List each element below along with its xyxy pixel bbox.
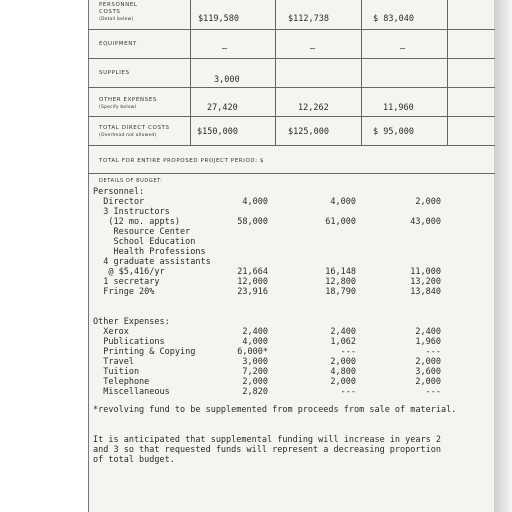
funding-paragraph-line2: and 3 so that requested funds will represent a decreasing proportion bbox=[93, 445, 441, 455]
other-value-year2: 2,400 bbox=[330, 327, 356, 337]
personnel-value-year3: 43,000 bbox=[410, 217, 441, 227]
row-label-equipment: EQUIPMENT bbox=[99, 41, 137, 47]
other-year2: 12,262 bbox=[298, 103, 329, 113]
other-value-year2: 2,000 bbox=[330, 377, 356, 387]
row-label-supplies: SUPPLIES bbox=[99, 70, 130, 76]
table-rule bbox=[88, 116, 495, 117]
personnel-year1: $119,580 bbox=[198, 14, 239, 24]
other-value-year3: 2,000 bbox=[415, 357, 441, 367]
total-direct-year3: $ 95,000 bbox=[373, 127, 414, 137]
personnel-label: @ $5,416/yr bbox=[93, 267, 165, 277]
other-label: Telephone bbox=[93, 377, 150, 387]
other-value-year3: 3,600 bbox=[415, 367, 441, 377]
other-value-year1: 2,820 bbox=[242, 387, 268, 397]
equipment-year1: – bbox=[222, 44, 228, 54]
personnel-value-year2: 16,148 bbox=[325, 267, 356, 277]
other-value-year3: 1,960 bbox=[415, 337, 441, 347]
personnel-value-year1: 12,000 bbox=[237, 277, 268, 287]
other-value-year2: --- bbox=[340, 387, 356, 397]
supplies-year1: 3,000 bbox=[214, 75, 240, 85]
other-expenses-heading: Other Expenses: bbox=[93, 317, 170, 327]
personnel-value-year3: 13,200 bbox=[410, 277, 441, 287]
table-rule bbox=[88, 87, 495, 88]
other-value-year1: 2,000 bbox=[242, 377, 268, 387]
other-value-year3: --- bbox=[425, 387, 441, 397]
row-label-other-expenses: OTHER EXPENSES (Specify below) bbox=[99, 97, 157, 110]
other-label: Miscellaneous bbox=[93, 387, 170, 397]
personnel-label: Health Professions bbox=[93, 247, 206, 257]
personnel-label: (12 mo. appts) bbox=[93, 217, 180, 227]
column-rule bbox=[447, 0, 448, 145]
other-year1: 27,420 bbox=[207, 103, 238, 113]
personnel-value-year1: 58,000 bbox=[237, 217, 268, 227]
personnel-value-year1: 23,916 bbox=[237, 287, 268, 297]
personnel-value-year2: 12,800 bbox=[325, 277, 356, 287]
other-value-year1: 3,000 bbox=[242, 357, 268, 367]
table-rule bbox=[88, 173, 495, 174]
other-year3: 11,960 bbox=[383, 103, 414, 113]
column-rule bbox=[361, 0, 362, 145]
personnel-year2: $112,738 bbox=[288, 14, 329, 24]
equipment-year3: – bbox=[400, 44, 406, 54]
other-value-year1: 2,400 bbox=[242, 327, 268, 337]
other-label: Publications bbox=[93, 337, 165, 347]
other-value-year2: 1,062 bbox=[330, 337, 356, 347]
table-rule bbox=[88, 145, 495, 146]
other-value-year1: 7,200 bbox=[242, 367, 268, 377]
total-direct-year2: $125,000 bbox=[288, 127, 329, 137]
personnel-label: School Education bbox=[93, 237, 196, 247]
personnel-value-year2: 61,000 bbox=[325, 217, 356, 227]
personnel-value-year3: 2,000 bbox=[415, 197, 441, 207]
column-rule bbox=[190, 0, 191, 145]
column-rule bbox=[275, 0, 276, 145]
personnel-value-year2: 18,790 bbox=[325, 287, 356, 297]
personnel-value-year3: 11,000 bbox=[410, 267, 441, 277]
other-value-year3: 2,000 bbox=[415, 377, 441, 387]
revolving-fund-footnote: *revolving fund to be supplemented from proceeds from sale of material. bbox=[93, 405, 457, 415]
funding-paragraph-line3: of total budget. bbox=[93, 455, 175, 465]
equipment-year2: – bbox=[310, 44, 316, 54]
personnel-label: 4 graduate assistants bbox=[93, 257, 211, 267]
personnel-year3: $ 83,040 bbox=[373, 14, 414, 24]
other-value-year1: 4,000 bbox=[242, 337, 268, 347]
other-label: Xerox bbox=[93, 327, 129, 337]
personnel-label: 1 secretary bbox=[93, 277, 160, 287]
other-value-year3: --- bbox=[425, 347, 441, 357]
personnel-label: Director bbox=[93, 197, 145, 207]
funding-paragraph-line1: It is anticipated that supplemental funding will increase in years 2 bbox=[93, 435, 441, 445]
other-label: Tuition bbox=[93, 367, 140, 377]
total-project-period-label: TOTAL FOR ENTIRE PROPOSED PROJECT PERIOD: $ bbox=[99, 158, 265, 164]
table-rule bbox=[88, 29, 495, 30]
other-value-year2: 4,800 bbox=[330, 367, 356, 377]
personnel-label: 3 Instructors bbox=[93, 207, 170, 217]
other-label: Travel bbox=[93, 357, 134, 367]
other-value-year1: 6,000* bbox=[237, 347, 268, 357]
personnel-value-year2: 4,000 bbox=[330, 197, 356, 207]
personnel-value-year1: 21,664 bbox=[237, 267, 268, 277]
details-heading: DETAILS OF BUDGET: bbox=[99, 178, 163, 184]
personnel-value-year3: 13,840 bbox=[410, 287, 441, 297]
table-rule bbox=[88, 58, 495, 59]
total-direct-year1: $150,000 bbox=[197, 127, 238, 137]
other-label: Printing & Copying bbox=[93, 347, 196, 357]
personnel-heading: Personnel: bbox=[93, 187, 145, 197]
personnel-label: Fringe 20% bbox=[93, 287, 155, 297]
personnel-label: Resource Center bbox=[93, 227, 191, 237]
page-edge-shadow bbox=[494, 0, 512, 512]
other-value-year2: --- bbox=[340, 347, 356, 357]
personnel-value-year1: 4,000 bbox=[242, 197, 268, 207]
row-label-total-direct: TOTAL DIRECT COSTS (Overhead not allowed) bbox=[99, 125, 170, 138]
other-value-year3: 2,400 bbox=[415, 327, 441, 337]
other-value-year2: 2,000 bbox=[330, 357, 356, 367]
row-label-personnel: PERSONNEL COSTS (Detail below) bbox=[99, 2, 138, 22]
